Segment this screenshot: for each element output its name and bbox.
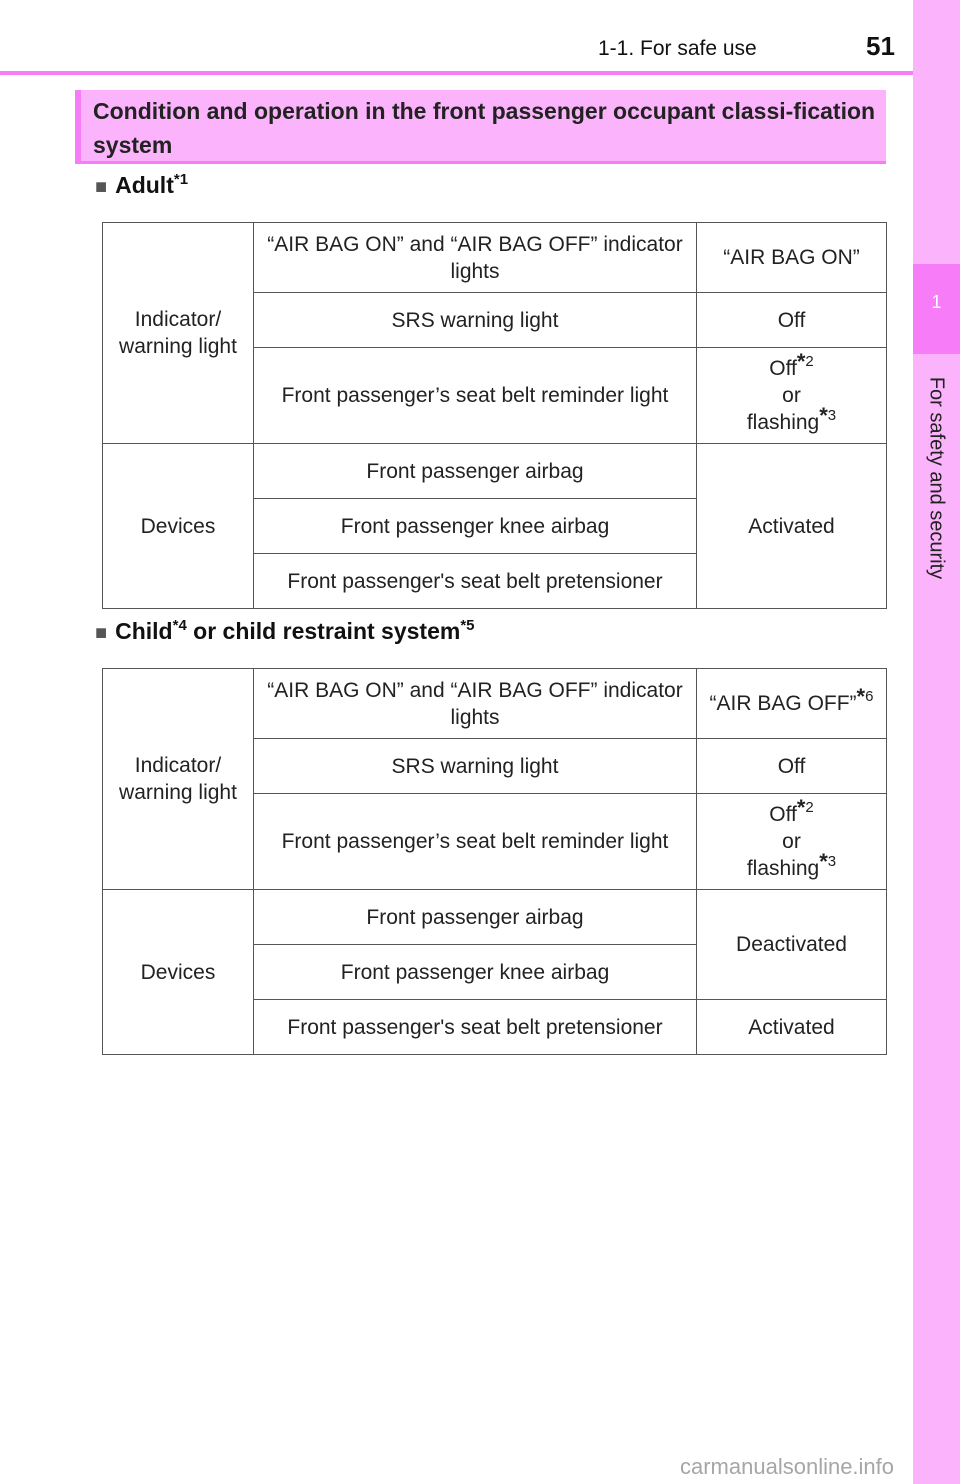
footnote-ref: *4 bbox=[172, 617, 187, 634]
adult-table bbox=[102, 222, 887, 609]
row-item: SRS warning light bbox=[254, 293, 697, 348]
square-bullet-icon: ■ bbox=[95, 622, 108, 644]
adult-heading bbox=[95, 172, 188, 199]
devices-label: Devices bbox=[103, 890, 254, 1055]
header-rule bbox=[0, 71, 913, 75]
side-tab bbox=[913, 0, 960, 1484]
row-item: “AIR BAG ON” and “AIR BAG OFF” indicator lights bbox=[254, 669, 697, 739]
devices-value: Activated bbox=[697, 444, 887, 609]
chapter-section: 1-1. For safe use bbox=[598, 37, 757, 60]
footnote-ref: *5 bbox=[460, 617, 475, 634]
square-bullet-icon: ■ bbox=[95, 176, 108, 198]
row-item: SRS warning light bbox=[254, 739, 697, 794]
indicator-label: Indicator/ warning light bbox=[103, 669, 254, 890]
table-row bbox=[103, 669, 887, 739]
side-tab-number: 1 bbox=[913, 264, 960, 354]
row-value: Off bbox=[697, 739, 887, 794]
child-table bbox=[102, 668, 887, 1055]
row-value: Off*$^2$ or flashing*$^3$ bbox=[697, 348, 887, 444]
row-value: Activated bbox=[697, 1000, 887, 1055]
watermark: carmanualsonline.info bbox=[680, 1454, 895, 1479]
asterisk-icon: * bbox=[796, 349, 806, 374]
row-item: Front passenger airbag bbox=[254, 890, 697, 945]
asterisk-icon: * bbox=[819, 403, 828, 428]
footnote-ref: *1 bbox=[173, 171, 189, 188]
row-value: “AIR BAG OFF”*$^6$ bbox=[697, 669, 887, 739]
asterisk-icon: * bbox=[856, 684, 866, 709]
row-item: Front passenger’s seat belt reminder light bbox=[254, 348, 697, 444]
adult-heading-text: Adult bbox=[115, 172, 174, 198]
row-item: Front passenger's seat belt pretensioner bbox=[254, 1000, 697, 1055]
section-title: Condition and operation in the front passenger occupant classi-fication system bbox=[93, 98, 876, 158]
row-item: Front passenger knee airbag bbox=[254, 945, 697, 1000]
row-item: Front passenger's seat belt pretensioner bbox=[254, 554, 697, 609]
row-item: Front passenger knee airbag bbox=[254, 499, 697, 554]
row-value: Off*$^2$ or flashing*$^3$ bbox=[697, 794, 887, 890]
airbags-value: Deactivated bbox=[697, 890, 887, 1000]
table-row bbox=[103, 444, 887, 499]
devices-label: Devices bbox=[103, 444, 254, 609]
table-row bbox=[103, 223, 887, 293]
side-tab-label: For safety and security bbox=[925, 376, 948, 580]
table-row bbox=[103, 890, 887, 945]
section-title-box bbox=[75, 90, 886, 164]
title-accent-bar bbox=[75, 90, 81, 164]
row-value: Off bbox=[697, 293, 887, 348]
asterisk-icon: * bbox=[796, 795, 806, 820]
row-item: “AIR BAG ON” and “AIR BAG OFF” indicator lights bbox=[254, 223, 697, 293]
asterisk-icon: * bbox=[819, 849, 828, 874]
row-item: Front passenger’s seat belt reminder light bbox=[254, 794, 697, 890]
page-number: 51 bbox=[866, 31, 895, 61]
indicator-label: Indicator/ warning light bbox=[103, 223, 254, 444]
row-item: Front passenger airbag bbox=[254, 444, 697, 499]
row-value: “AIR BAG ON” bbox=[697, 223, 887, 293]
child-heading: ■ Child$^{*4}$ or child restraint system$^{*5}$ bbox=[95, 617, 475, 644]
